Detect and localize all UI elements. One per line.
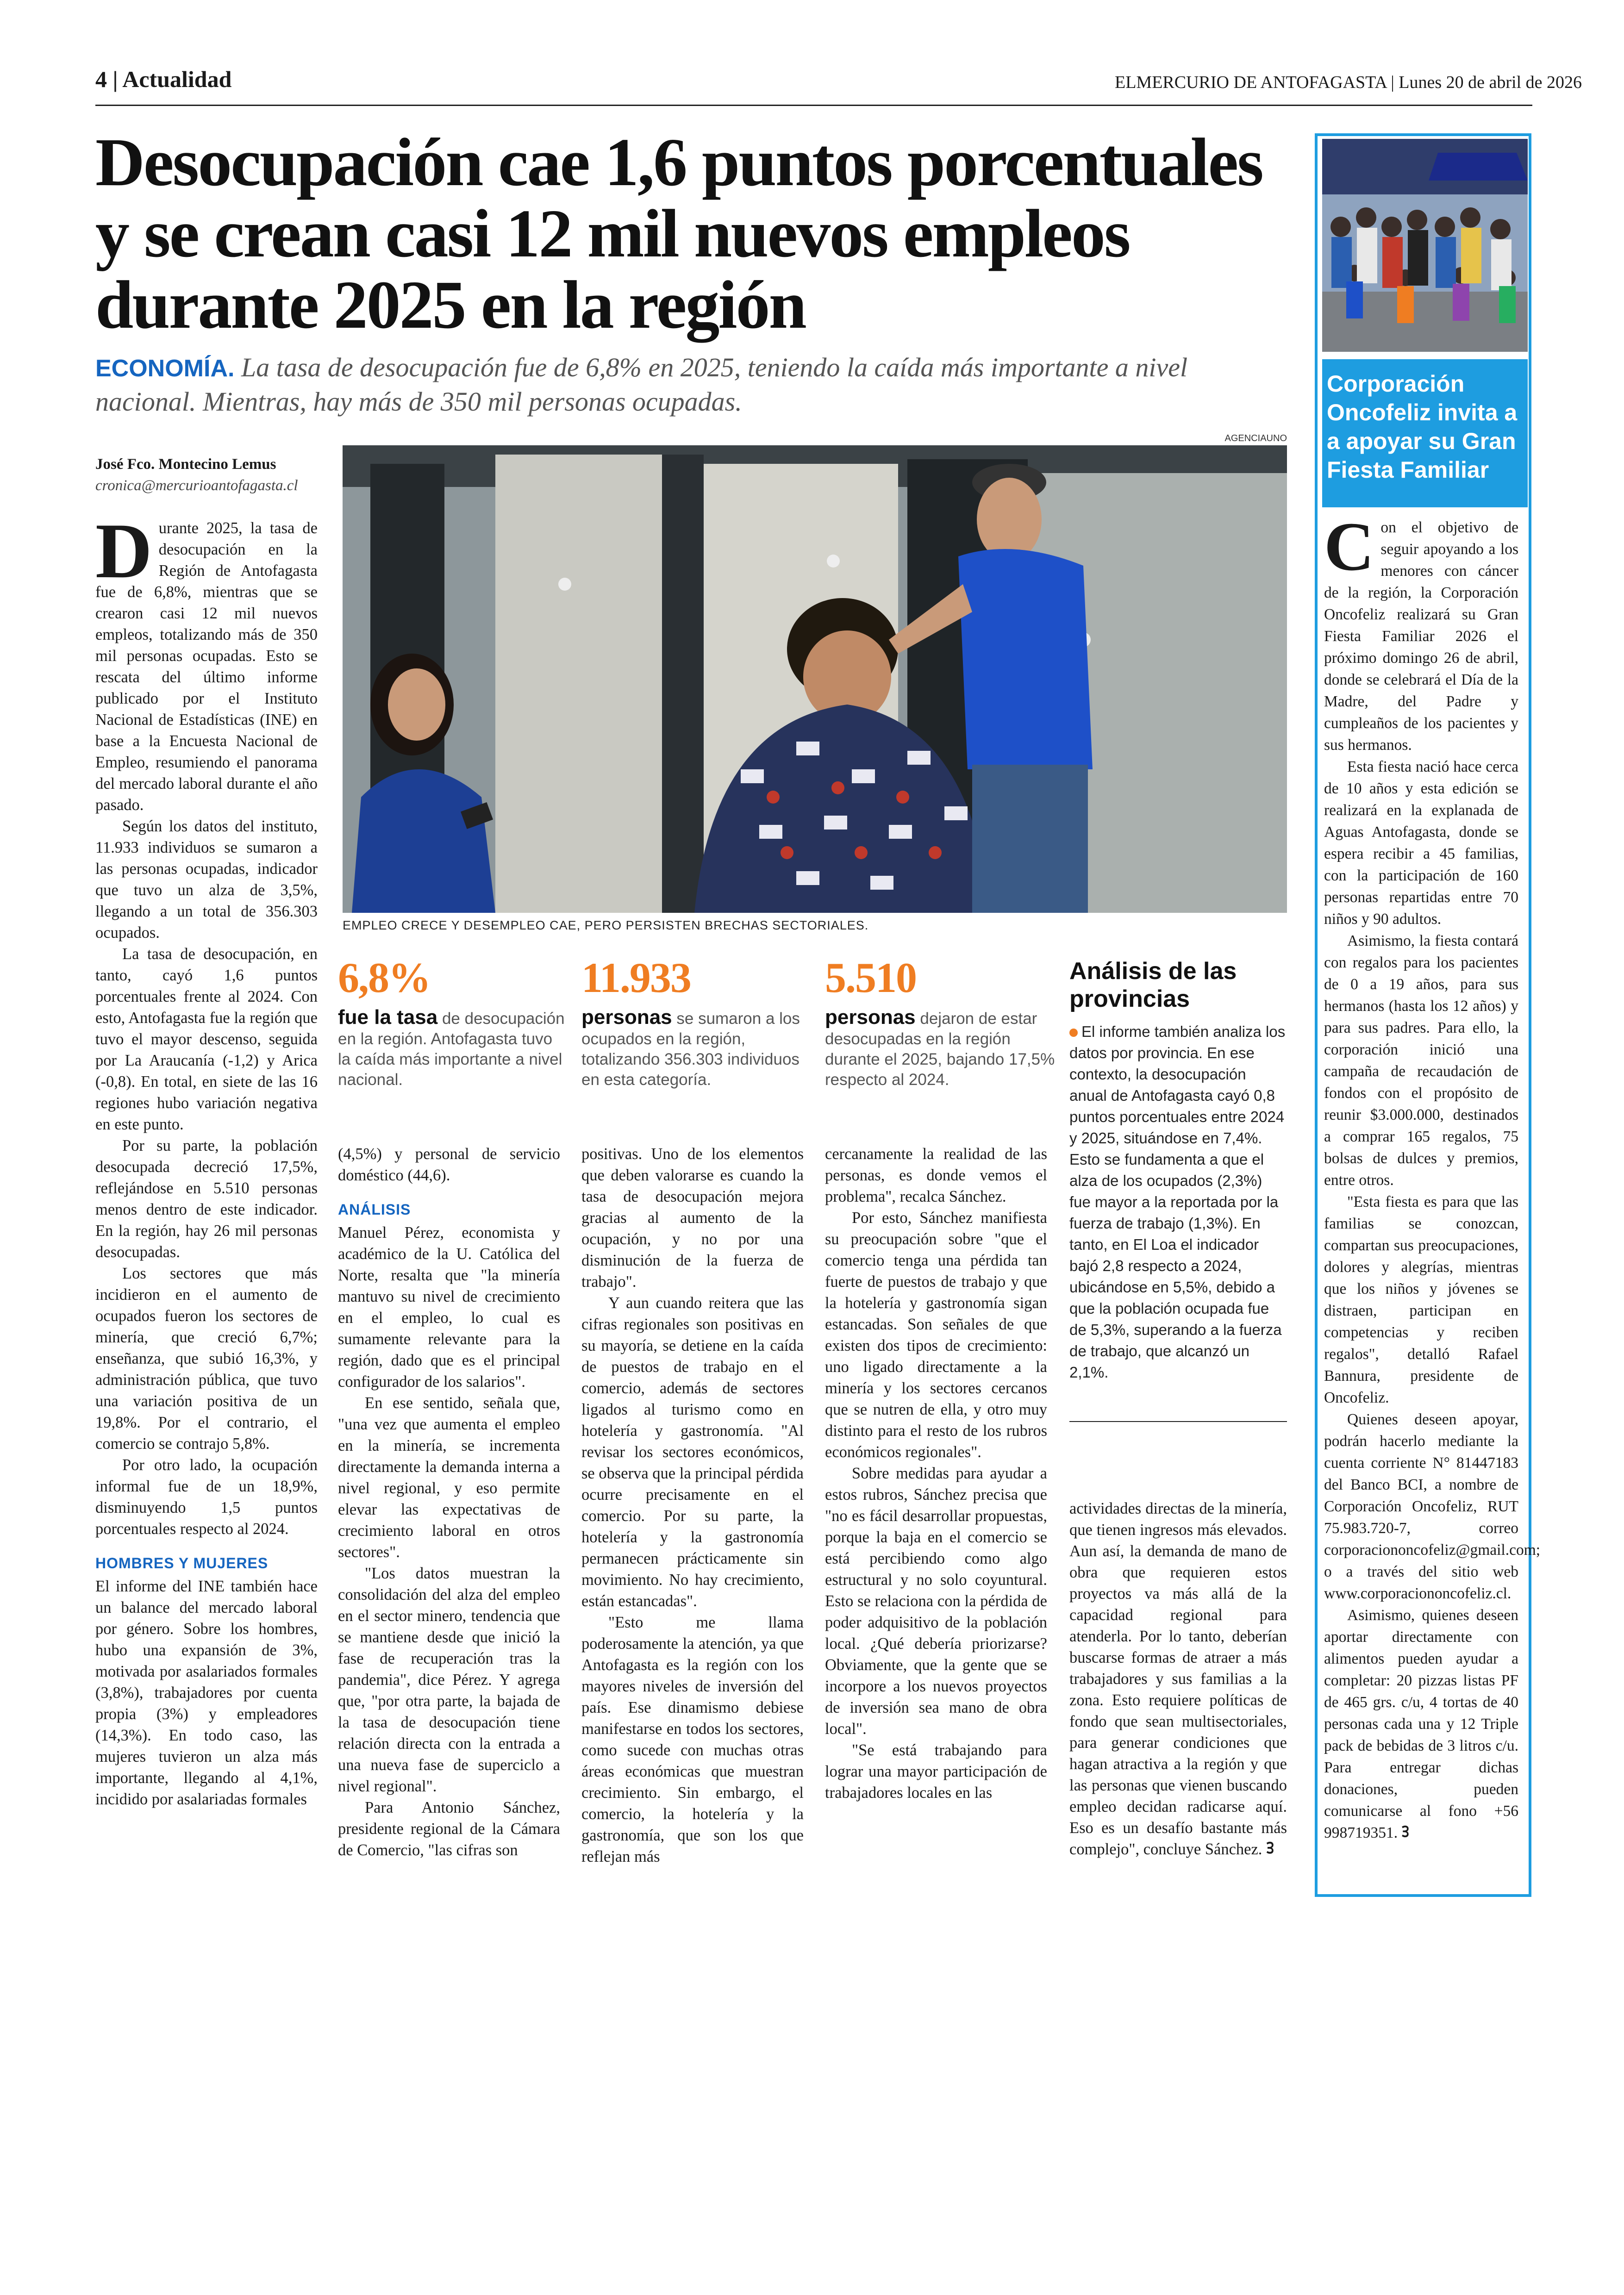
barbershop-photo — [343, 445, 1287, 913]
analisis-text: El informe también analiza los datos por provincia. En ese contexto, la desocupación anual de Antofagasta cayó 0,8 puntos porcentuales entre 2024 y 2025, situándose en 7,4%. Esto se fundamenta a que el alza de los ocupados (2,3%) fue mayor a la reportada por la fuerza de trabajo (1,3%). En tanto, en El Loa el indicador bajó 2,8 respecto a 2024, ubicándose en 5,5%, debido a que la población ocupada fue de 5,3%, superando a la fuerza de trabajo, que alcanzó un 2,1%. — [1069, 1023, 1286, 1381]
stat-description: se sumaron a los ocupados en la región, totalizando 356.303 individuos en esta categoría. — [581, 1010, 800, 1089]
stat-box-rate — [338, 954, 569, 1090]
byline — [95, 454, 336, 496]
article-column-5 — [1069, 1498, 1287, 1860]
page-section-label: 4 | Actualidad — [95, 66, 232, 92]
paragraph: "Se está trabajando para lograr una mayor participación de trabajadores locales en las — [825, 1741, 1047, 1802]
subhead-analisis: ANÁLISIS — [338, 1201, 411, 1218]
paragraph: El informe del INE también hace un balance del mercado laboral por género. Sobre los hombres, hubo una expansión de 3%, motivada por asalariados formales (3,8%), trabajadores por cuenta propia (3%) y empleadores (14,3%). En todo caso, las mujeres tuvieron un alza más importante, llegando al 4,1%, incidido por asalariadas formales — [95, 1578, 318, 1808]
stat-value: 5.510 — [825, 954, 916, 1001]
analisis-rule — [1069, 1421, 1287, 1422]
photo-caption: EMPLEO CRECE Y DESEMPLEO CAE, PERO PERSISTEN BRECHAS SECTORIALES. — [343, 918, 869, 932]
paragraph: Y aun cuando reitera que las cifras regionales son positivas en su mayoría, se detiene en la caída de puestos de trabajo en el comercio, además de sectores ligados al turismo como en hotelería y gastronomía. "Al revisar los sectores económicos, se observa que la principal pérdida ocurre precisamente en el comercio. Por su parte, la hotelería y la gastronomía permanecen prácticamente sin movimiento. No hay crecimiento, están estancadas". — [581, 1294, 804, 1610]
header-rule — [95, 105, 1532, 106]
paragraph: Sobre medidas para ayudar a estos rubros, Sánchez precisa que "no es fácil desarrollar propuestas, porque la baja en el comercio se está percibiendo como algo estructural y no solo coyuntural. Esto se relaciona con la pérdida de poder adquisitivo de la población local. ¿Qué debería priorizarse? Obviamente, que la gente que se incorpore a los nuevos proyectos de inversión sea mano de obra local". — [825, 1465, 1047, 1738]
stat-description: de desocupación en la región. Antofagasta tuvo la caída más importante a nivel nacional. — [338, 1010, 565, 1089]
deck-text: La tasa de desocupación fue de 6,8% en 2025, teniendo la caída más importante a nivel nacional. Mientras, hay más de 350 mil personas ocupadas. — [95, 352, 1188, 417]
paragraph: Para Antonio Sánchez, presidente regional de la Cámara de Comercio, "las cifras son — [338, 1799, 560, 1859]
author-name: José Fco. Montecino Lemus — [95, 456, 276, 473]
end-mark-icon: ᢃ — [1266, 1840, 1274, 1858]
family-group-illustration — [1322, 139, 1528, 352]
paragraph: Los sectores que más incidieron en el aumento de ocupados fueron los sectores de minería, que creció 6,7%; enseñanza, que subió 16,3%, y administración pública, que tuvo una variación positiva de un 19,8%. Por el contrario, el comercio se contrajo 5,8%. — [95, 1265, 318, 1453]
photo-credit: AGENCIAUNO — [1224, 433, 1287, 443]
paragraph-text: Asimismo, quienes deseen aportar directamente con alimentos pueden ayudar a completar: 20 pizzas listas PF de 465 grs. c/u, 4 tortas de 40 personas cada una y 12 Triple pack de bebidas de 3 litros c/u. Para entregar dichas donaciones, pueden comunicarse al fono +56 998719351. — [1324, 1607, 1518, 1841]
paragraph: (4,5%) y personal de servicio doméstico (44,6). — [338, 1145, 560, 1184]
paragraph: Según los datos del instituto, 11.933 individuos se sumaron a las personas ocupadas, indicador que tuvo un alza de 3,5%, llegando a un total de 356.303 ocupados. — [95, 817, 318, 942]
paragraph: positivas. Uno de los elementos que deben valorarse es cuando la tasa de desocupación mejora gracias al aumento de la ocupación, y no por una disminución de la fuerza de trabajo". — [581, 1145, 804, 1291]
paper-date-line: ELMERCURIO DE ANTOFAGASTA | Lunes 20 de abril de 2026 — [1115, 73, 1582, 92]
article-column-2 — [338, 1143, 560, 1861]
paragraph: Asimismo, la fiesta contará con regalos para los pacientes de 0 a 19 años, para sus hermanos (hasta los 12 años) y para sus padres. Para ello, la corporación inició una campaña de recaudación de fondos con el propósito de reunir $3.000.000, destinados a comprar 165 regalos, 75 bolsas de dulces y premios, entre otros. — [1324, 932, 1518, 1189]
drop-cap: D — [95, 507, 152, 594]
stat-box-employed — [581, 954, 813, 1090]
bullet-dot-icon — [1069, 1029, 1078, 1037]
paragraph: Esta fiesta nació hace cerca de 10 años y esta edición se realizará en la explanada de Aguas Antofagasta, donde se espera recibir a 45 familias, con la participación de 160 personas repartidas entre 70 niños y 90 adultos. — [1324, 758, 1518, 928]
paragraph: Por otro lado, la ocupación informal fue de un 18,9%, disminuyendo 1,5 puntos porcentuales respecto al 2024. — [95, 1456, 318, 1538]
article-column-1 — [95, 507, 318, 1810]
headline: Desocupación cae 1,6 puntos porcentuales y se crean casi 12 mil nuevos empleos durante 2025 en la región — [95, 125, 1262, 343]
deck — [95, 351, 1280, 418]
article-column-4 — [825, 1143, 1047, 1803]
stat-value: 6,8% — [338, 954, 430, 1001]
analisis-title: Análisis de las provincias — [1069, 958, 1237, 1012]
sidebar-drop-cap: C — [1324, 508, 1374, 585]
paragraph: Por esto, Sánchez manifiesta su preocupación sobre "que el comercio tenga una pérdida tan fuerte de puestos de trabajo y que la hotelería y gastronomía sigan estancadas. Son señales de que existen dos tipos de crecimiento: uno ligado directamente a la minería y los sectores cercanos que se nutren de ella, y otro muy distinto para el resto de los rubros económicos regionales". — [825, 1209, 1047, 1461]
sidebar-group-photo — [1322, 139, 1528, 352]
stat-text — [581, 1007, 813, 1090]
analisis-provincias-box — [1069, 957, 1287, 1383]
article-column-3 — [581, 1143, 804, 1867]
author-email[interactable]: cronica@mercurioantofagasta.cl — [95, 477, 298, 494]
paragraph: Quienes deseen apoyar, podrán hacerlo mediante la cuenta corriente N° 81447183 del Banco BCI, a nombre de Corporación Oncofeliz, RUT 75.983.720-7, correo corporaciononcofeliz@gmail.com; o a través del sitio web www.corporaciononcofeliz.cl. — [1324, 1411, 1541, 1602]
paragraph: La tasa de desocupación, en tanto, cayó 1,6 puntos porcentuales frente al 2024. Con esto, Antofagasta fue la región que tuvo el mayor descenso, seguida por La Araucanía (-1,2) y Arica (-0,8). En total, en siete de las 16 regiones hubo variación negativa en este punto. — [95, 945, 318, 1133]
paragraph: actividades directas de la minería, que tienen ingresos más elevados. Aun así, la demanda de mano de obra que requieren estos proyectos va más allá de la capacidad regional para atenderla. Por lo tanto, deberían buscarse formas de atraer a más trabajadores y sus familias a la zona. Esto requiere políticas de fondo que sean multisectoriales, para generar condiciones que hagan atractiva a la región y que las personas que vienen buscando empleo decidan radicarse aquí. Eso es un desafío bastante más complejo", concluye Sánchez. — [1069, 1500, 1287, 1858]
stat-text — [338, 1007, 569, 1090]
stat-value: 11.933 — [581, 954, 691, 1001]
subhead-hombres-mujeres: HOMBRES Y MUJERES — [95, 1555, 269, 1572]
stat-label: personas — [581, 1006, 672, 1029]
paragraph: "Esto me llama poderosamente la atención, ya que Antofagasta es la región con los mayores niveles de inversión del país. Ese dinamismo debiese manifestarse en todos los sectores, como sucede con muchas otras áreas económicas que muestran crecimiento. Sin embargo, el comercio, la hotelería y la gastronomía, que son los que reflejan más — [581, 1614, 804, 1865]
stat-label: personas — [825, 1006, 916, 1029]
paragraph: "Los datos muestran la consolidación del alza del empleo en el sector minero, tendencia que se mantiene desde que inició la fase de recuperación tras la pandemia", dice Pérez. Y agrega que, "por otra parte, la bajada de la tasa de desocupación tiene relación directa con la entrada a una nueva fase de superciclo a nivel regional". — [338, 1565, 560, 1795]
sidebar-title: Corporación Oncofeliz invita a a apoyar su Gran Fiesta Familiar — [1322, 359, 1528, 507]
stat-text — [825, 1007, 1056, 1090]
paragraph: En ese sentido, señala que, "una vez que aumenta el empleo en la minería, se incrementa directamente la demanda interna a nivel regional, y eso permite elevar las expectativas de crecimiento laboral en otros sectores". — [338, 1394, 560, 1561]
deck-kicker: ECONOMÍA. — [95, 355, 235, 382]
paragraph: "Esta fiesta es para que las familias se conozcan, compartan sus preocupaciones, dolores y alegrías, mientras que los niños y jóvenes se distraen, participan en competencias y reciben regalos", detalló Rafael Bannura, presidente de Oncofeliz. — [1324, 1193, 1518, 1406]
stat-box-unemployed — [825, 954, 1056, 1090]
sidebar-body — [1324, 508, 1541, 1844]
sidebar-end-mark-icon: ᢃ — [1401, 1824, 1409, 1841]
paragraph: cercanamente la realidad de las personas, es donde vemos el problema", recalca Sánchez. — [825, 1145, 1047, 1205]
paragraph: Manuel Pérez, economista y académico de la U. Católica del Norte, resalta que "la minería mantuvo su nivel de crecimiento en el empleo, lo cual es sumamente relevante para la región, dado que es el principal configurador de los salarios". — [338, 1224, 560, 1391]
stat-description: dejaron de estar desocupadas en la región durante el 2025, bajando 17,5% respecto al 2024. — [825, 1010, 1055, 1089]
paragraph — [1324, 1604, 1518, 1844]
barbershop-illustration — [343, 445, 1287, 913]
stat-label: fue la tasa — [338, 1006, 438, 1029]
paragraph: on el objetivo de seguir apoyando a los menores con cáncer de la región, la Corporación Oncofeliz realizará su Gran Fiesta Familiar 2026 el próximo domingo 26 de abril, donde se celebrará el Día de la Madre, del Padre y cumpleaños de los pacientes y sus hermanos. — [1324, 519, 1518, 754]
analisis-body — [1069, 1021, 1287, 1383]
paragraph: Por su parte, la población desocupada decreció 17,5%, reflejándose en 5.510 personas menos dentro de este indicador. En la región, hay 26 mil personas desocupadas. — [95, 1137, 318, 1261]
paragraph: urante 2025, la tasa de desocupación en la Región de Antofagasta fue de 6,8%, mientras que se crearon casi 12 mil nuevos empleos, totalizando más de 350 mil personas ocupadas. Esto se rescata del último informe publicado por el Instituto Nacional de Estadísticas (INE) en base a la Encuesta Nacional de Empleo, resumiendo el panorama del mercado laboral durante el año pasado. — [95, 519, 318, 814]
